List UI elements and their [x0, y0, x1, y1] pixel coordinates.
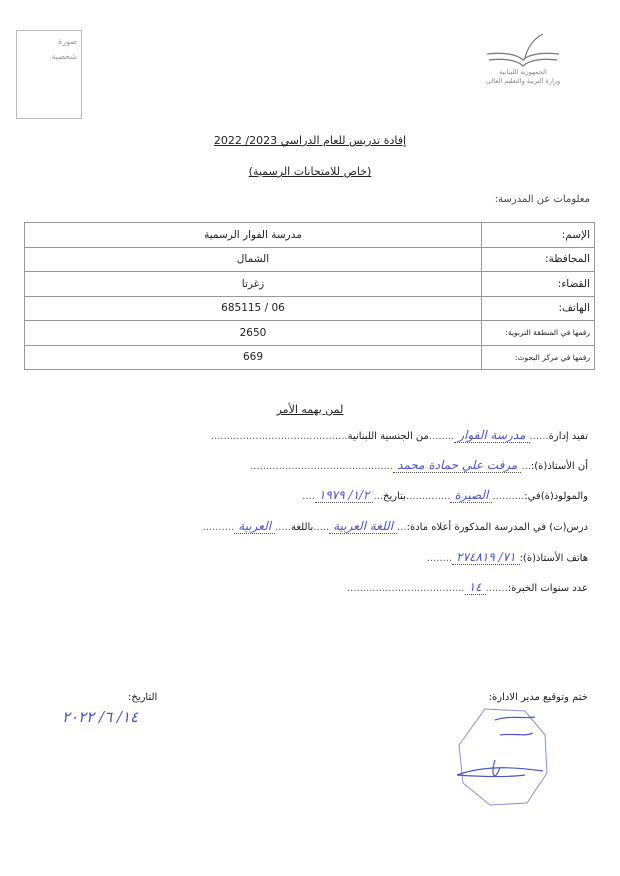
- form-line-administration: تفيد إدارة ...... مدرسة الفوار ........ من الجنسية اللبنانية ...........................................: [210, 428, 588, 442]
- photo-label-1: صورة: [58, 37, 77, 46]
- book-quill-icon: [483, 32, 563, 68]
- label: تفيد إدارة: [548, 431, 588, 442]
- label: من الجنسية اللبنانية: [347, 431, 429, 442]
- form-line-subject: درس(ت) في المدرسة المذكورة أعلاه مادة: ... اللغة العربية ..... باللغة ..... العربية ..........: [202, 519, 588, 533]
- document-subtitle: (خاص للامتحانات الرسمية): [248, 165, 372, 178]
- table-row: [25, 296, 595, 321]
- row-value: 669: [25, 345, 482, 370]
- school-stamp-signature: [455, 705, 550, 810]
- handwritten-birthplace: الصيرة: [450, 488, 492, 503]
- row-label: الإسم:: [482, 223, 595, 248]
- logo-text-1: الجمهورية اللبنانية: [499, 68, 547, 76]
- school-info-table: [24, 222, 595, 370]
- row-value: مدرسة الفوار الرسمية: [25, 223, 482, 248]
- handwritten-teacher-name: مرفت علي حمادة محمد: [393, 458, 521, 473]
- table-row: [25, 247, 595, 272]
- table-row: [25, 321, 595, 346]
- table-row: [25, 345, 595, 370]
- label: بتاريخ: [383, 491, 406, 502]
- handwritten-birthdate: ١/٢/ ١٩٧٩: [315, 488, 374, 503]
- signature-label: ختم وتوقيع مدير الادارة:: [488, 692, 588, 703]
- handwritten-subject: اللغة العربية: [329, 519, 397, 534]
- row-label: المحافظة:: [482, 247, 595, 272]
- form-line-teacher: أن الأستاذ(ة): ... مرفت علي حمادة محمد .............................................: [250, 458, 588, 472]
- photo-label-2: شخصية: [51, 52, 77, 61]
- form-line-birth: والمولود(ة)في: .......... الصيرة .............. بتاريخ ... ١/٢/ ١٩٧٩ ....: [302, 488, 588, 502]
- label: باللغة: [290, 522, 314, 533]
- date-label: التاريخ:: [128, 692, 158, 703]
- row-label: رقمها في المنطقة التربوية:: [482, 321, 595, 346]
- row-value: 06 / 685115: [25, 296, 482, 321]
- table-row: [25, 272, 595, 297]
- label: عدد سنوات الخبرة:: [507, 583, 588, 594]
- label: درس(ت) في المدرسة المذكورة أعلاه مادة:: [406, 522, 588, 533]
- document-title: إفادة تدريس للعام الدراسي 2023/ 2022: [213, 134, 407, 147]
- school-info-heading: معلومات عن المدرسة:: [494, 194, 590, 205]
- row-label: الهاتف:: [482, 296, 595, 321]
- label: هاتف الأستاذ(ة):: [519, 553, 588, 564]
- row-label: رقمها في مركز البحوث:: [482, 345, 595, 370]
- handwritten-school: مدرسة الفوار: [454, 428, 529, 443]
- form-line-phone: هاتف الأستاذ(ة): ٧١/ ٢٧٤٨١٩ ........: [426, 550, 588, 564]
- row-value: الشمال: [25, 247, 482, 272]
- to-whom-heading: لمن يهمه الأمر: [276, 403, 344, 416]
- handwritten-experience: ١٤: [465, 580, 486, 595]
- photo-placeholder-box: [16, 30, 82, 119]
- handwritten-language: العربية: [234, 519, 275, 534]
- row-label: القضاء:: [482, 272, 595, 297]
- label: والمولود(ة)في:: [524, 491, 588, 502]
- handwritten-phone: ٧١/ ٢٧٤٨١٩: [452, 550, 519, 565]
- row-value: زغرتا: [25, 272, 482, 297]
- handwritten-date: ١٤/ ٦/ ٢٠٢٢: [62, 708, 139, 726]
- label: أن الأستاذ(ة):: [530, 461, 588, 472]
- form-line-experience: عدد سنوات الخبرة: ....... ١٤ .....................................: [347, 580, 588, 594]
- logo-text-2: وزارة التربية والتعليم العالي: [485, 77, 561, 85]
- table-row: [25, 223, 595, 248]
- ministry-logo: [478, 32, 568, 86]
- row-value: 2650: [25, 321, 482, 346]
